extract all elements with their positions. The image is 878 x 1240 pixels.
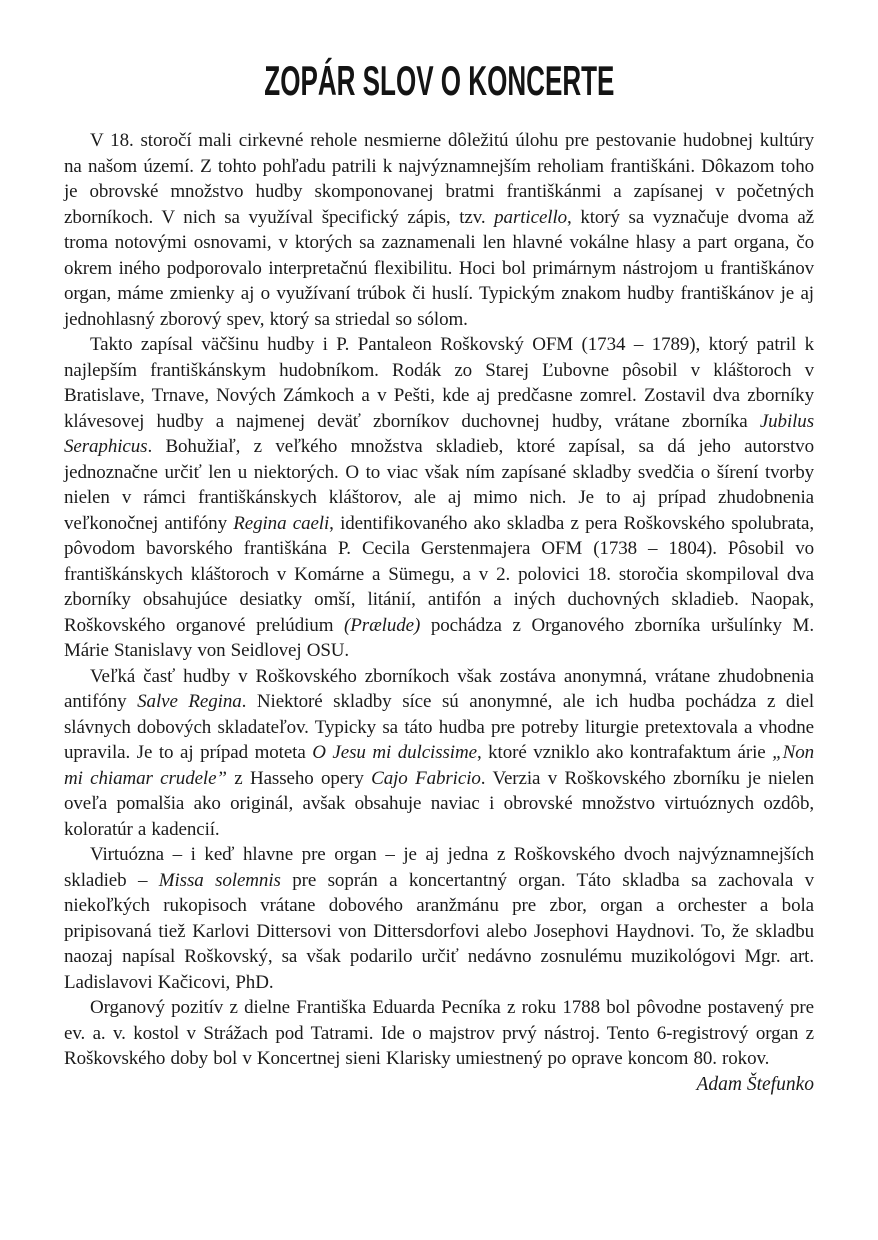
paragraph: Virtuózna – i keď hlavne pre organ – je aj jedna z Roškovského dvoch najvýznamnejších skladieb – Missa solemnis pre soprán a koncertantný organ. Táto skladba sa zachovala v niekoľkých rukopisoch vrátane dobového aranžmánu pre zbor, organ a orchester a bola pripisovaná tiež Karlovi Dittersovi von Dittersdorfovi alebo Josephovi Haydnovi. To, že skladbu naozaj napísal Roškovský, sa však podarilo určiť nedávno zosnulému muzikológovi Mgr. art. Ladislavovi Kačicovi, PhD. bbox=[64, 844, 814, 993]
document-body bbox=[64, 128, 814, 1072]
page-title: ZOPÁR SLOV O KONCERTE bbox=[263, 57, 615, 104]
paragraph: Takto zapísal väčšinu hudby i P. Pantaleon Roškovský OFM (1734 – 1789), ktorý patril k najlepším františkánskym hudobníkom. Rodák zo Starej Ľubovne pôsobil v kláštoroch v Bratislave, Trnave, Nových Zámkoch a v Pešti, kde aj predčasne zomrel. Zostavil dva zborníky klávesovej hudby a najmenej deväť zborníkov duchovnej hudby, vrátane zborníka Jubilus Seraphicus. Bohužiaľ, z veľkého množstva skladieb, ktoré zapísal, sa dá jeho autorstvo jednoznačne určiť len u niektorých. O to viac však ním zapísané skladby svedčia o šírení tvorby nielen v rámci františkánskych kláštorov, ale aj mimo nich. Je to aj prípad zhudobnenia veľkonočnej antifóny Regina caeli, identifikovaného ako skladba z pera Roškovského spolubrata, pôvodom bavorského františkána P. Cecila Gerstenmajera OFM (1738 – 1804). Pôsobil vo františkánskych kláštoroch v Komárne a Sümegu, a v 2. polovici 18. storočia skompiloval dva zborníky obsahujúce desiatky omší, litánií, antifón a iných duchovných skladieb. Naopak, Roškovského organové prelúdium (Prælude) pochádza z Organového zborníka uršulínky M. Márie Stanislavy von Seidlovej OSU. bbox=[64, 334, 815, 661]
author-signature: Adam Štefunko bbox=[696, 1073, 814, 1095]
paragraph: Organový pozitív z dielne Františka Eduarda Pecníka z roku 1788 bol pôvodne postavený pre ev. a. v. kostol v Strážach pod Tatrami. Ide o majstrov prvý nástroj. Tento 6-registrový organ z Roškovského doby bol v Koncertnej sieni Klarisky umiestnený po oprave koncom 80. rokov. bbox=[64, 997, 814, 1069]
title-container bbox=[64, 58, 814, 104]
paragraph: V 18. storočí mali cirkevné rehole nesmierne dôležitú úlohu pre pestovanie hudobnej kultúry na našom území. Z tohto pohľadu patrili k najvýznamnejším reholiam františkáni. Dôkazom toho je obrovské množstvo hudby skomponovanej bratmi františkánmi a zapísanej v početných zborníkoch. V nich sa využíval špecifický zápis, tzv. particello, ktorý sa vyznačuje dvoma až troma notovými osnovami, v ktorých sa zaznamenali len hlavné vokálne hlasy a part organa, čo okrem iného podporovalo interpretačnú flexibilitu. Hoci bol primárnym nástrojom u františkánov organ, máme zmienky aj o využívaní trúbok či huslí. Typickým znakom hudby františkánov je aj jednohlasný zborový spev, ktorý sa striedal so sólom. bbox=[64, 130, 815, 330]
paragraph: Veľká časť hudby v Roškovského zborníkoch však zostáva anonymná, vrátane zhudobnenia antifóny Salve Regina. Niektoré skladby síce sú anonymné, ale ich hudba pochádza z diel slávnych dobových skladateľov. Typicky sa táto hudba pre potreby liturgie pretextovala a vhodne upravila. Je to aj prípad moteta O Jesu mi dulcissime, ktoré vzniklo ako kontrafaktum árie „Non mi chiamar crudele” z Hasseho opery Cajo Fabricio. Verzia v Roškovského zborníku je nielen oveľa pomalšia ako originál, avšak obsahuje naviac i obrovské množstvo virtuóznych ozdôb, koloratúr a kadencií. bbox=[64, 665, 814, 840]
document-content bbox=[64, 58, 814, 1098]
